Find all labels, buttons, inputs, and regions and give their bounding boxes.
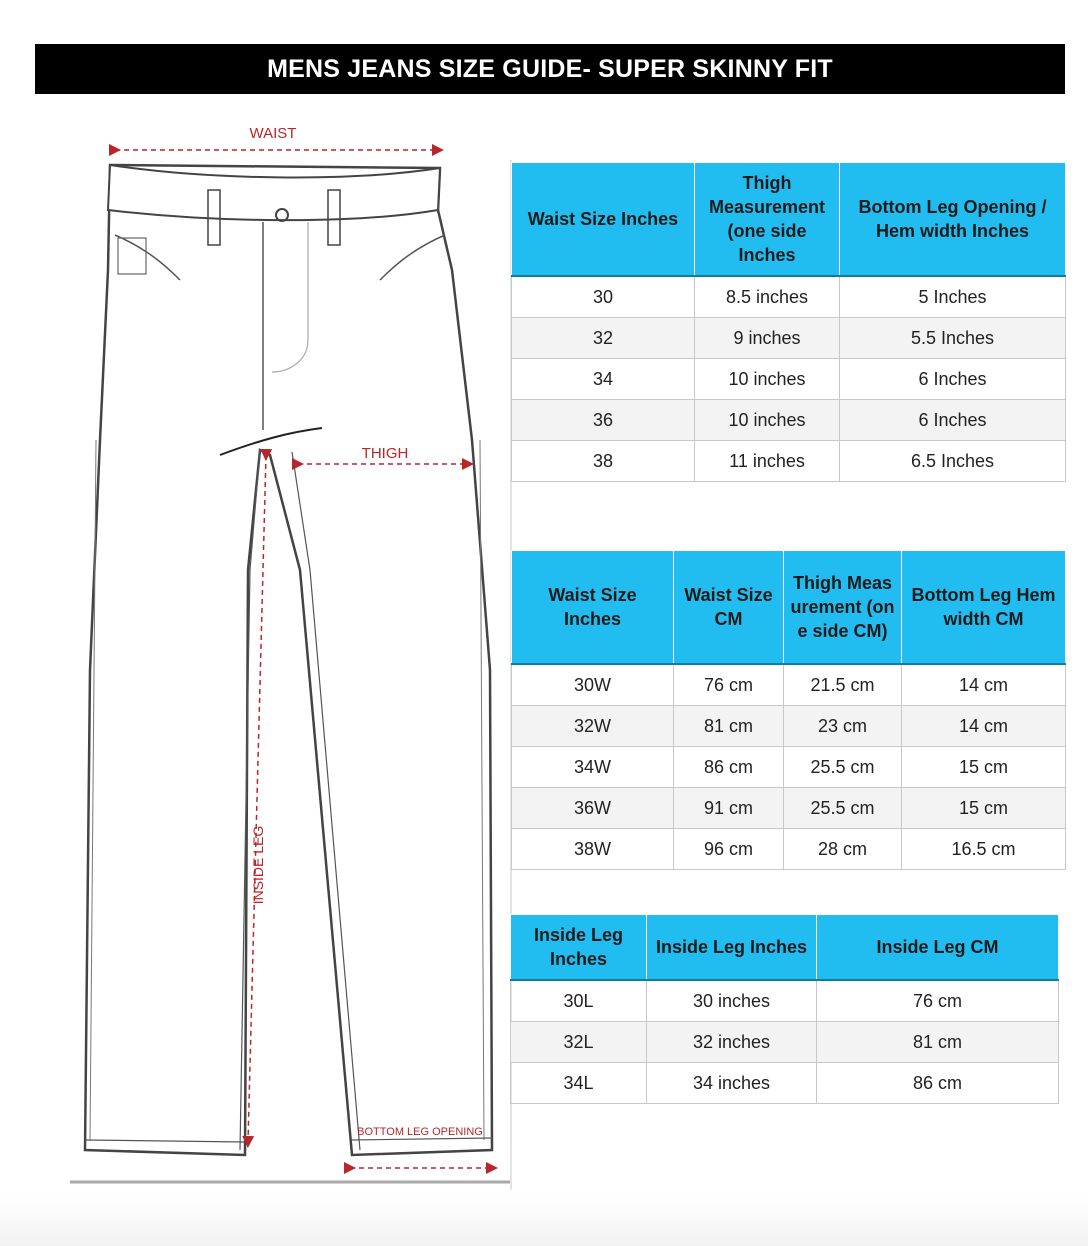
table-cell: 9 inches bbox=[695, 318, 840, 359]
table-row bbox=[512, 706, 1066, 747]
table-cell: 11 inches bbox=[695, 441, 840, 482]
header-inside-leg-cm: Inside Leg CM bbox=[817, 915, 1059, 981]
table-cell: 6.5 Inches bbox=[840, 441, 1066, 482]
bottom-shadow bbox=[0, 1195, 1088, 1246]
header-thigh-measurement-cm: Thigh Measurement (one side CM) bbox=[784, 551, 902, 665]
header-waist-size-inches: Waist Size Inches bbox=[512, 551, 674, 665]
table-cell: 32 inches bbox=[647, 1022, 817, 1063]
waist-label: WAIST bbox=[249, 125, 297, 142]
page-title-banner bbox=[35, 44, 1065, 94]
table-cell: 81 cm bbox=[674, 706, 784, 747]
table-cell: 28 cm bbox=[784, 829, 902, 870]
table-cell: 34 bbox=[512, 359, 695, 400]
table-cell: 5 Inches bbox=[840, 276, 1066, 318]
table-cell: 91 cm bbox=[674, 788, 784, 829]
table-cell: 34L bbox=[511, 1063, 647, 1104]
inside-leg-table bbox=[510, 914, 1059, 1104]
inside-leg-label: INSIDE LEG bbox=[250, 825, 266, 905]
table-cell: 21.5 cm bbox=[784, 664, 902, 706]
thigh-label: THIGH bbox=[361, 445, 409, 462]
header-inside-leg-inches-2: Inside Leg Inches bbox=[647, 915, 817, 981]
table-row bbox=[512, 276, 1066, 318]
table-row bbox=[511, 1022, 1059, 1063]
bottom-leg-label: BOTTOM LEG OPENING bbox=[357, 1126, 483, 1138]
table-cell: 81 cm bbox=[817, 1022, 1059, 1063]
table-row bbox=[512, 664, 1066, 706]
table-row bbox=[511, 980, 1059, 1022]
table-cell: 36W bbox=[512, 788, 674, 829]
table-row bbox=[512, 747, 1066, 788]
table-header-row bbox=[512, 551, 1066, 665]
table-cell: 34 inches bbox=[647, 1063, 817, 1104]
table-cell: 14 cm bbox=[902, 664, 1066, 706]
table-cell: 6 Inches bbox=[840, 359, 1066, 400]
table-cell: 10 inches bbox=[695, 359, 840, 400]
table-cell: 34W bbox=[512, 747, 674, 788]
table-cell: 86 cm bbox=[817, 1063, 1059, 1104]
table-cell: 15 cm bbox=[902, 747, 1066, 788]
size-table-inches bbox=[511, 162, 1066, 482]
table-row bbox=[511, 1063, 1059, 1104]
table-cell: 30 inches bbox=[647, 980, 817, 1022]
table-cell: 38W bbox=[512, 829, 674, 870]
table-cell: 96 cm bbox=[674, 829, 784, 870]
table-cell: 38 bbox=[512, 441, 695, 482]
header-inside-leg-inches: Inside Leg Inches bbox=[511, 915, 647, 981]
table-header-row bbox=[512, 163, 1066, 277]
table-cell: 23 cm bbox=[784, 706, 902, 747]
table-cell: 32 bbox=[512, 318, 695, 359]
table-cell: 5.5 Inches bbox=[840, 318, 1066, 359]
header-thigh-measurement-inches: Thigh Measurement (one side Inches bbox=[695, 163, 840, 277]
table-cell: 16.5 cm bbox=[902, 829, 1066, 870]
jeans-illustration bbox=[60, 110, 515, 1190]
table-cell: 6 Inches bbox=[840, 400, 1066, 441]
table-cell: 86 cm bbox=[674, 747, 784, 788]
table-cell: 14 cm bbox=[902, 706, 1066, 747]
table-cell: 30W bbox=[512, 664, 674, 706]
table-cell: 25.5 cm bbox=[784, 747, 902, 788]
table-row bbox=[512, 441, 1066, 482]
page-title: MENS JEANS SIZE GUIDE- SUPER SKINNY FIT bbox=[267, 54, 833, 83]
jeans-diagram bbox=[60, 110, 515, 1190]
table-cell: 36 bbox=[512, 400, 695, 441]
table-row bbox=[512, 318, 1066, 359]
table-cell: 10 inches bbox=[695, 400, 840, 441]
table-cell: 76 cm bbox=[674, 664, 784, 706]
jeans-outline bbox=[85, 165, 492, 1155]
table-row bbox=[512, 788, 1066, 829]
size-table-cm bbox=[511, 550, 1066, 870]
table-row bbox=[512, 829, 1066, 870]
table-header-row bbox=[511, 915, 1059, 981]
table-row bbox=[512, 359, 1066, 400]
header-bottom-leg-opening-inches: Bottom Leg Opening / Hem width Inches bbox=[840, 163, 1066, 277]
table-cell: 30L bbox=[511, 980, 647, 1022]
table-cell: 30 bbox=[512, 276, 695, 318]
header-waist-size-inches: Waist Size Inches bbox=[512, 163, 695, 277]
table-cell: 15 cm bbox=[902, 788, 1066, 829]
table-cell: 8.5 inches bbox=[695, 276, 840, 318]
table-row bbox=[512, 400, 1066, 441]
table-cell: 32L bbox=[511, 1022, 647, 1063]
header-bottom-leg-hem-cm: Bottom Leg Hem width CM bbox=[902, 551, 1066, 665]
header-waist-size-cm: Waist Size CM bbox=[674, 551, 784, 665]
table-cell: 25.5 cm bbox=[784, 788, 902, 829]
table-cell: 76 cm bbox=[817, 980, 1059, 1022]
table-cell: 32W bbox=[512, 706, 674, 747]
